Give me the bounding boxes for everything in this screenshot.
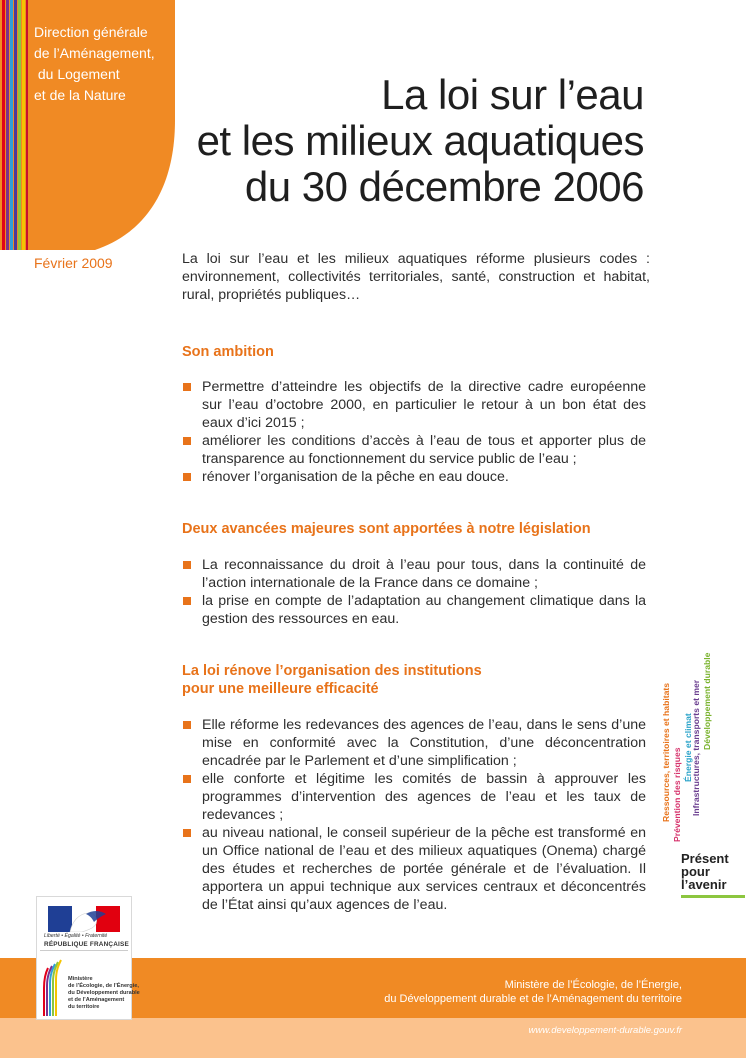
logo-ministry-line: de l’Écologie, de l’Énergie, [68, 983, 139, 989]
institutions-list [182, 716, 646, 914]
directorate-line: Direction générale [34, 24, 148, 40]
list-item: au niveau national, le conseil supérieur de la pêche est transformé en un Office national de l’eau et des milieux aquatiques (Onema) chargé des études et recherches de portée générale et de l’évaluation. Il apportera un appui technique aux services centraux et déconcentrés de l’État ainsi qu’aux agences de l’eau. [182, 824, 646, 914]
publication-date: Février 2009 [34, 255, 113, 271]
theme-tag: Ressources, territoires et habitats [661, 683, 671, 822]
footer-line: du Développement durable et de l’Aménagement du territoire [384, 993, 682, 1005]
theme-tag: Énergie et climat [683, 713, 693, 782]
theme-tags [655, 640, 735, 840]
footer-bottom-band [0, 1018, 746, 1058]
slogan-line: pour [681, 864, 710, 879]
logo-ministry-line: du Développement durable [68, 990, 140, 996]
footer-line: Ministère de l’Écologie, de l’Énergie, [504, 979, 682, 991]
logo-divider [40, 950, 128, 951]
list-item: elle conforte et légitime les comités de bassin à approuver les programmes d’intervention des agences de l’eau et les taux de redevances ; [182, 770, 646, 824]
list-item: Elle réforme les redevances des agences de l’eau, dans le sens d’une mise en conformité avec la Constitution, d’une déconcentration encadrée par le Parlement et d’une simplification ; [182, 716, 646, 770]
slogan-line: l’avenir [681, 877, 727, 892]
intro-paragraph: La loi sur l’eau et les milieux aquatiques réforme plusieurs codes : environnement, collectivités territoriales, santé, construction et habitat, rural, propriétés publiques… [182, 251, 650, 303]
list-item: la prise en compte de l’adaptation au changement climatique dans la gestion des ressources en eau. [182, 592, 646, 628]
website-link[interactable]: www.developpement-durable.gouv.fr [528, 1025, 682, 1036]
section-heading-institutions [182, 662, 482, 698]
theme-tag: Prévention des risques [672, 747, 682, 842]
logo-ministry-name [68, 976, 140, 1011]
page-title [197, 72, 644, 210]
slogan-underline [681, 895, 745, 898]
advances-list [182, 556, 646, 628]
bullet-square-icon [183, 561, 191, 569]
list-item: Permettre d’atteindre les objectifs de la directive cadre européenne sur l’eau d’octobre 2000, en particulier le retour à un bon état des eaux d’ici 2015 ; [182, 378, 646, 432]
theme-tag: Développement durable [702, 652, 712, 750]
bullet-square-icon [183, 473, 191, 481]
directorate-line: et de la Nature [34, 87, 126, 103]
slogan-line: Présent [681, 851, 729, 866]
section-heading-ambition: Son ambition [182, 344, 274, 360]
list-item: rénover l’organisation de la pêche en eau douce. [182, 468, 646, 486]
bullet-square-icon [183, 775, 191, 783]
directorate-line: de l’Aménagement, [34, 45, 155, 61]
bullet-square-icon [183, 829, 191, 837]
bullet-square-icon [183, 597, 191, 605]
title-line: La loi sur l’eau [381, 71, 644, 118]
ambition-list [182, 378, 646, 486]
list-item: La reconnaissance du droit à l’eau pour tous, dans la continuité de l’action internationale de la France dans ce domaine ; [182, 556, 646, 592]
section-heading-advances: Deux avancées majeures sont apportées à notre législation [182, 521, 591, 537]
title-line: et les milieux aquatiques [196, 117, 644, 164]
footer-ministry [384, 978, 682, 1006]
bullet-square-icon [183, 437, 191, 445]
ministry-stripes-icon [42, 958, 64, 1016]
directorate-name [34, 22, 174, 106]
republic-name: RÉPUBLIQUE FRANÇAISE [44, 941, 129, 948]
heading-line: pour une meilleure efficacité [182, 681, 379, 697]
logo-ministry-line: et de l’Aménagement [68, 997, 125, 1003]
bullet-square-icon [183, 383, 191, 391]
heading-line: La loi rénove l’organisation des institutions [182, 663, 482, 679]
title-line: du 30 décembre 2006 [244, 163, 644, 210]
directorate-line: du Logement [34, 66, 120, 82]
slogan [681, 852, 729, 891]
bullet-square-icon [183, 721, 191, 729]
theme-tag: Infrastructures, transports et mer [691, 679, 701, 816]
logo-ministry-line: du territoire [68, 1004, 100, 1010]
republic-motto: Liberté • Égalité • Fraternité [44, 933, 108, 939]
marianne-logo-icon [48, 906, 120, 932]
list-item: améliorer les conditions d’accès à l’eau de tous et apporter plus de transparence au fonctionnement du service public de l’eau ; [182, 432, 646, 468]
logo-ministry-line: Ministère [68, 976, 93, 982]
